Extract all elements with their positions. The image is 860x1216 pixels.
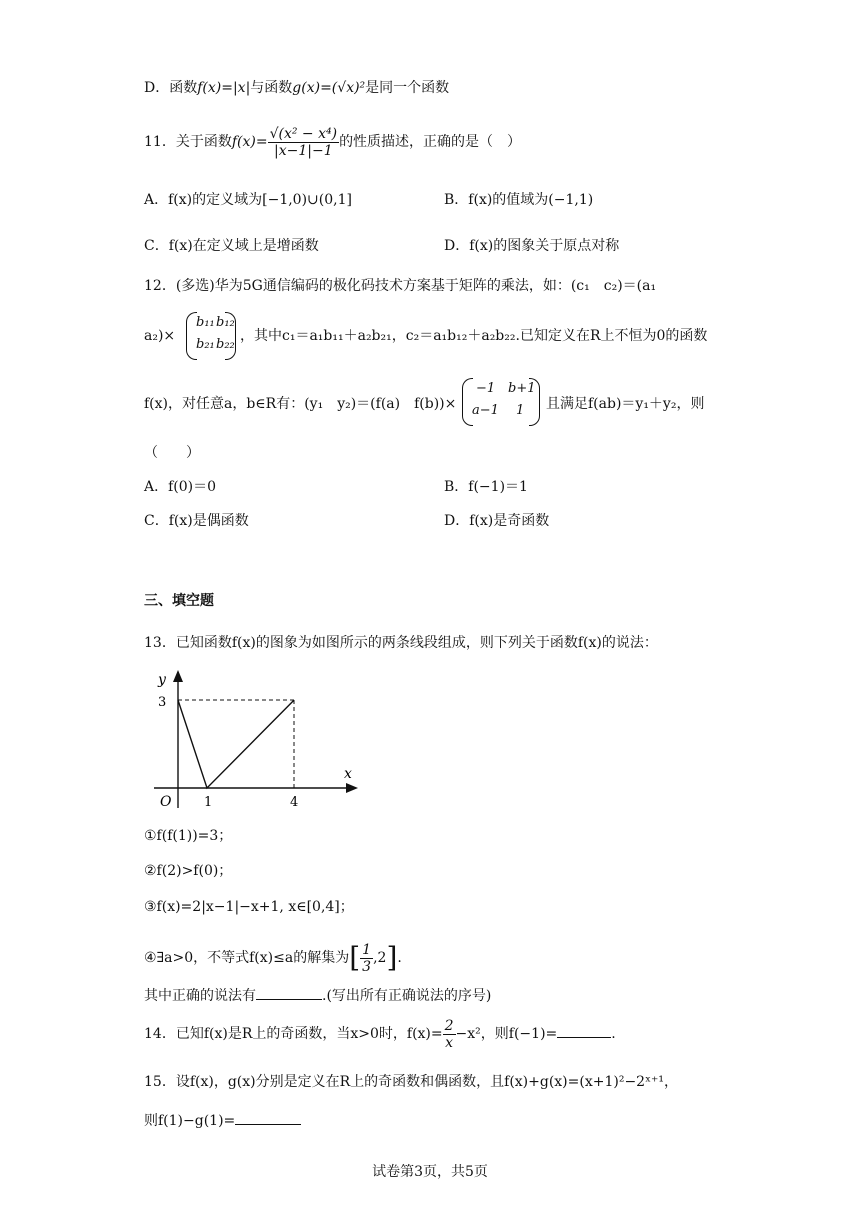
q10-optd-f: f(x)=|x|: [197, 80, 251, 96]
q11-optd-text: f(x)的图象关于原点对称: [469, 238, 620, 254]
q14-suffix: .: [611, 1026, 616, 1042]
y-tick-label: 3: [158, 695, 167, 710]
q12-option-d: D．f(x)是奇函数: [444, 513, 550, 529]
q11-stem-suffix: 的性质描述，正确的是（ ）: [339, 134, 522, 150]
matrix-cell: b+1: [508, 381, 536, 396]
q12-line1: 12．(多选)华为5G通信编码的极化码技术方案基于矩阵的乘法，如：(c₁ c₂)＝(a₁: [144, 278, 657, 294]
q10-optd-prefix: D．函数: [144, 80, 198, 96]
matrix-cell: −1: [476, 381, 496, 396]
q12-line2-prefix: a₂)×: [144, 328, 176, 344]
x-tick-label: 4: [290, 795, 299, 810]
function-segments: [178, 700, 294, 788]
q11-stem: [144, 124, 521, 160]
answer-blank[interactable]: [235, 1110, 301, 1125]
q13-item4-end: .: [397, 950, 402, 966]
q14-prefix: 14．已知f(x)是R上的奇函数，当x>0时，f(x)=: [144, 1026, 443, 1042]
q11-optd-label: D．: [444, 238, 470, 254]
q15-line1: 15．设f(x)，g(x)分别是定义在R上的奇函数和偶函数，且f(x)+g(x)=(x+1)²−2ˣ⁺¹，: [144, 1074, 679, 1090]
fraction-numerator: 2: [444, 1017, 454, 1034]
q13-tail: [144, 985, 491, 1006]
q12-option-b: B．f(−1)＝1: [444, 479, 528, 495]
q10-optd-mid: 与函数: [250, 80, 293, 96]
q12-option-c: C．f(x)是偶函数: [144, 513, 249, 529]
answer-blank[interactable]: [557, 1023, 611, 1038]
q15-line2: [144, 1110, 301, 1131]
q11-option-b: [444, 190, 593, 210]
q11-option-c: [144, 236, 319, 256]
q10-optd-g: g(x)=(√x)²: [292, 80, 366, 96]
q13-item4: [144, 940, 402, 976]
left-bracket: [: [349, 941, 361, 974]
fraction-denominator: 3: [362, 958, 372, 975]
fraction-denominator: x: [445, 1034, 454, 1051]
q11-opta-text: f(x)的定义域为[−1,0)∪(0,1]: [168, 192, 352, 208]
x-tick-label: 1: [204, 795, 213, 810]
q11-opta-label: A．: [144, 192, 169, 208]
q12-matrix-ab: [462, 378, 540, 424]
q13-item4-tail: ,2: [373, 950, 387, 966]
q12-option-a: A．f(0)＝0: [144, 479, 217, 495]
fraction-numerator: 1: [362, 941, 372, 958]
matrix-cell: b₁₂: [216, 315, 235, 330]
q13-item3: ③f(x)=2|x−1|−x+1, x∈[0,4]；: [144, 899, 354, 915]
q11-optb-label: B．: [444, 192, 469, 208]
q12-line3-prefix: f(x)，对任意a，b∈R有：(y₁ y₂)＝(f(a) f(b))×: [144, 396, 457, 412]
q13-tail-prefix: 其中正确的说法有: [144, 988, 256, 1004]
q13-item4-fraction: [360, 942, 373, 975]
q10-optd-suffix: 是同一个函数: [365, 80, 450, 96]
q10-option-d: [144, 78, 449, 98]
q11-option-d: [444, 236, 619, 256]
q13-function-graph: [146, 668, 362, 812]
origin-label: O: [160, 794, 172, 810]
q11-option-a: [144, 190, 352, 210]
x-axis-arrow: [346, 783, 358, 793]
matrix-cell: b₁₁: [196, 315, 215, 330]
q11-denominator: |x−1|−1: [274, 142, 333, 159]
q13-item4-prefix: ④∃a>0，不等式f(x)≤a的解集为: [144, 950, 350, 966]
q13-stem: 13．已知函数f(x)的图象为如图所示的两条线段组成，则下列关于函数f(x)的说法：: [144, 635, 658, 651]
q11-optb-text: f(x)的值域为(−1,1): [468, 192, 594, 208]
q12-matrix-b: [186, 312, 236, 358]
matrix-cell: a−1: [472, 403, 499, 418]
matrix-cell: b₂₁: [196, 337, 215, 352]
q11-numerator: √(x² − x⁴): [269, 125, 338, 142]
q11-optc-label: C．: [144, 238, 169, 254]
q11-f-lhs: f(x)=: [231, 134, 268, 150]
section-title: 三、填空题: [144, 593, 214, 609]
matrix-left-paren: [462, 378, 473, 426]
y-axis-arrow: [173, 670, 183, 682]
q12-line2-suffix: ，其中c₁＝a₁b₁₁＋a₂b₂₁，c₂＝a₁b₁₂＋a₂b₂₂.已知定义在R上不恒为0的函数: [240, 328, 708, 344]
q11-stem-prefix: 11．关于函数: [144, 134, 232, 150]
q12-line3-suffix: 且满足f(ab)＝y₁＋y₂，则: [546, 396, 705, 412]
page-footer: 试卷第3页，共5页: [372, 1164, 488, 1180]
matrix-cell: b₂₂: [216, 337, 235, 352]
q13-item2: ②f(2)>f(0)；: [144, 863, 233, 879]
q14-mid: −x²，则f(−1)=: [455, 1026, 558, 1042]
right-bracket: ]: [386, 941, 398, 974]
y-axis-label: y: [158, 672, 166, 688]
q13-item1: ①f(f(1))=3；: [144, 828, 233, 844]
q11-fraction: [268, 126, 340, 159]
matrix-cell: 1: [516, 403, 525, 418]
q11-optc-text: f(x)在定义域上是增函数: [168, 238, 319, 254]
x-axis-label: x: [344, 766, 352, 782]
q12-answer-paren: （ ）: [144, 445, 200, 461]
q14-fraction: [443, 1018, 456, 1051]
answer-blank[interactable]: [256, 985, 322, 1000]
q13-tail-suffix: .(写出所有正确说法的序号): [322, 988, 492, 1004]
q14-line: [144, 1016, 616, 1052]
q15-line2-text: 则f(1)−g(1)=: [144, 1113, 236, 1129]
